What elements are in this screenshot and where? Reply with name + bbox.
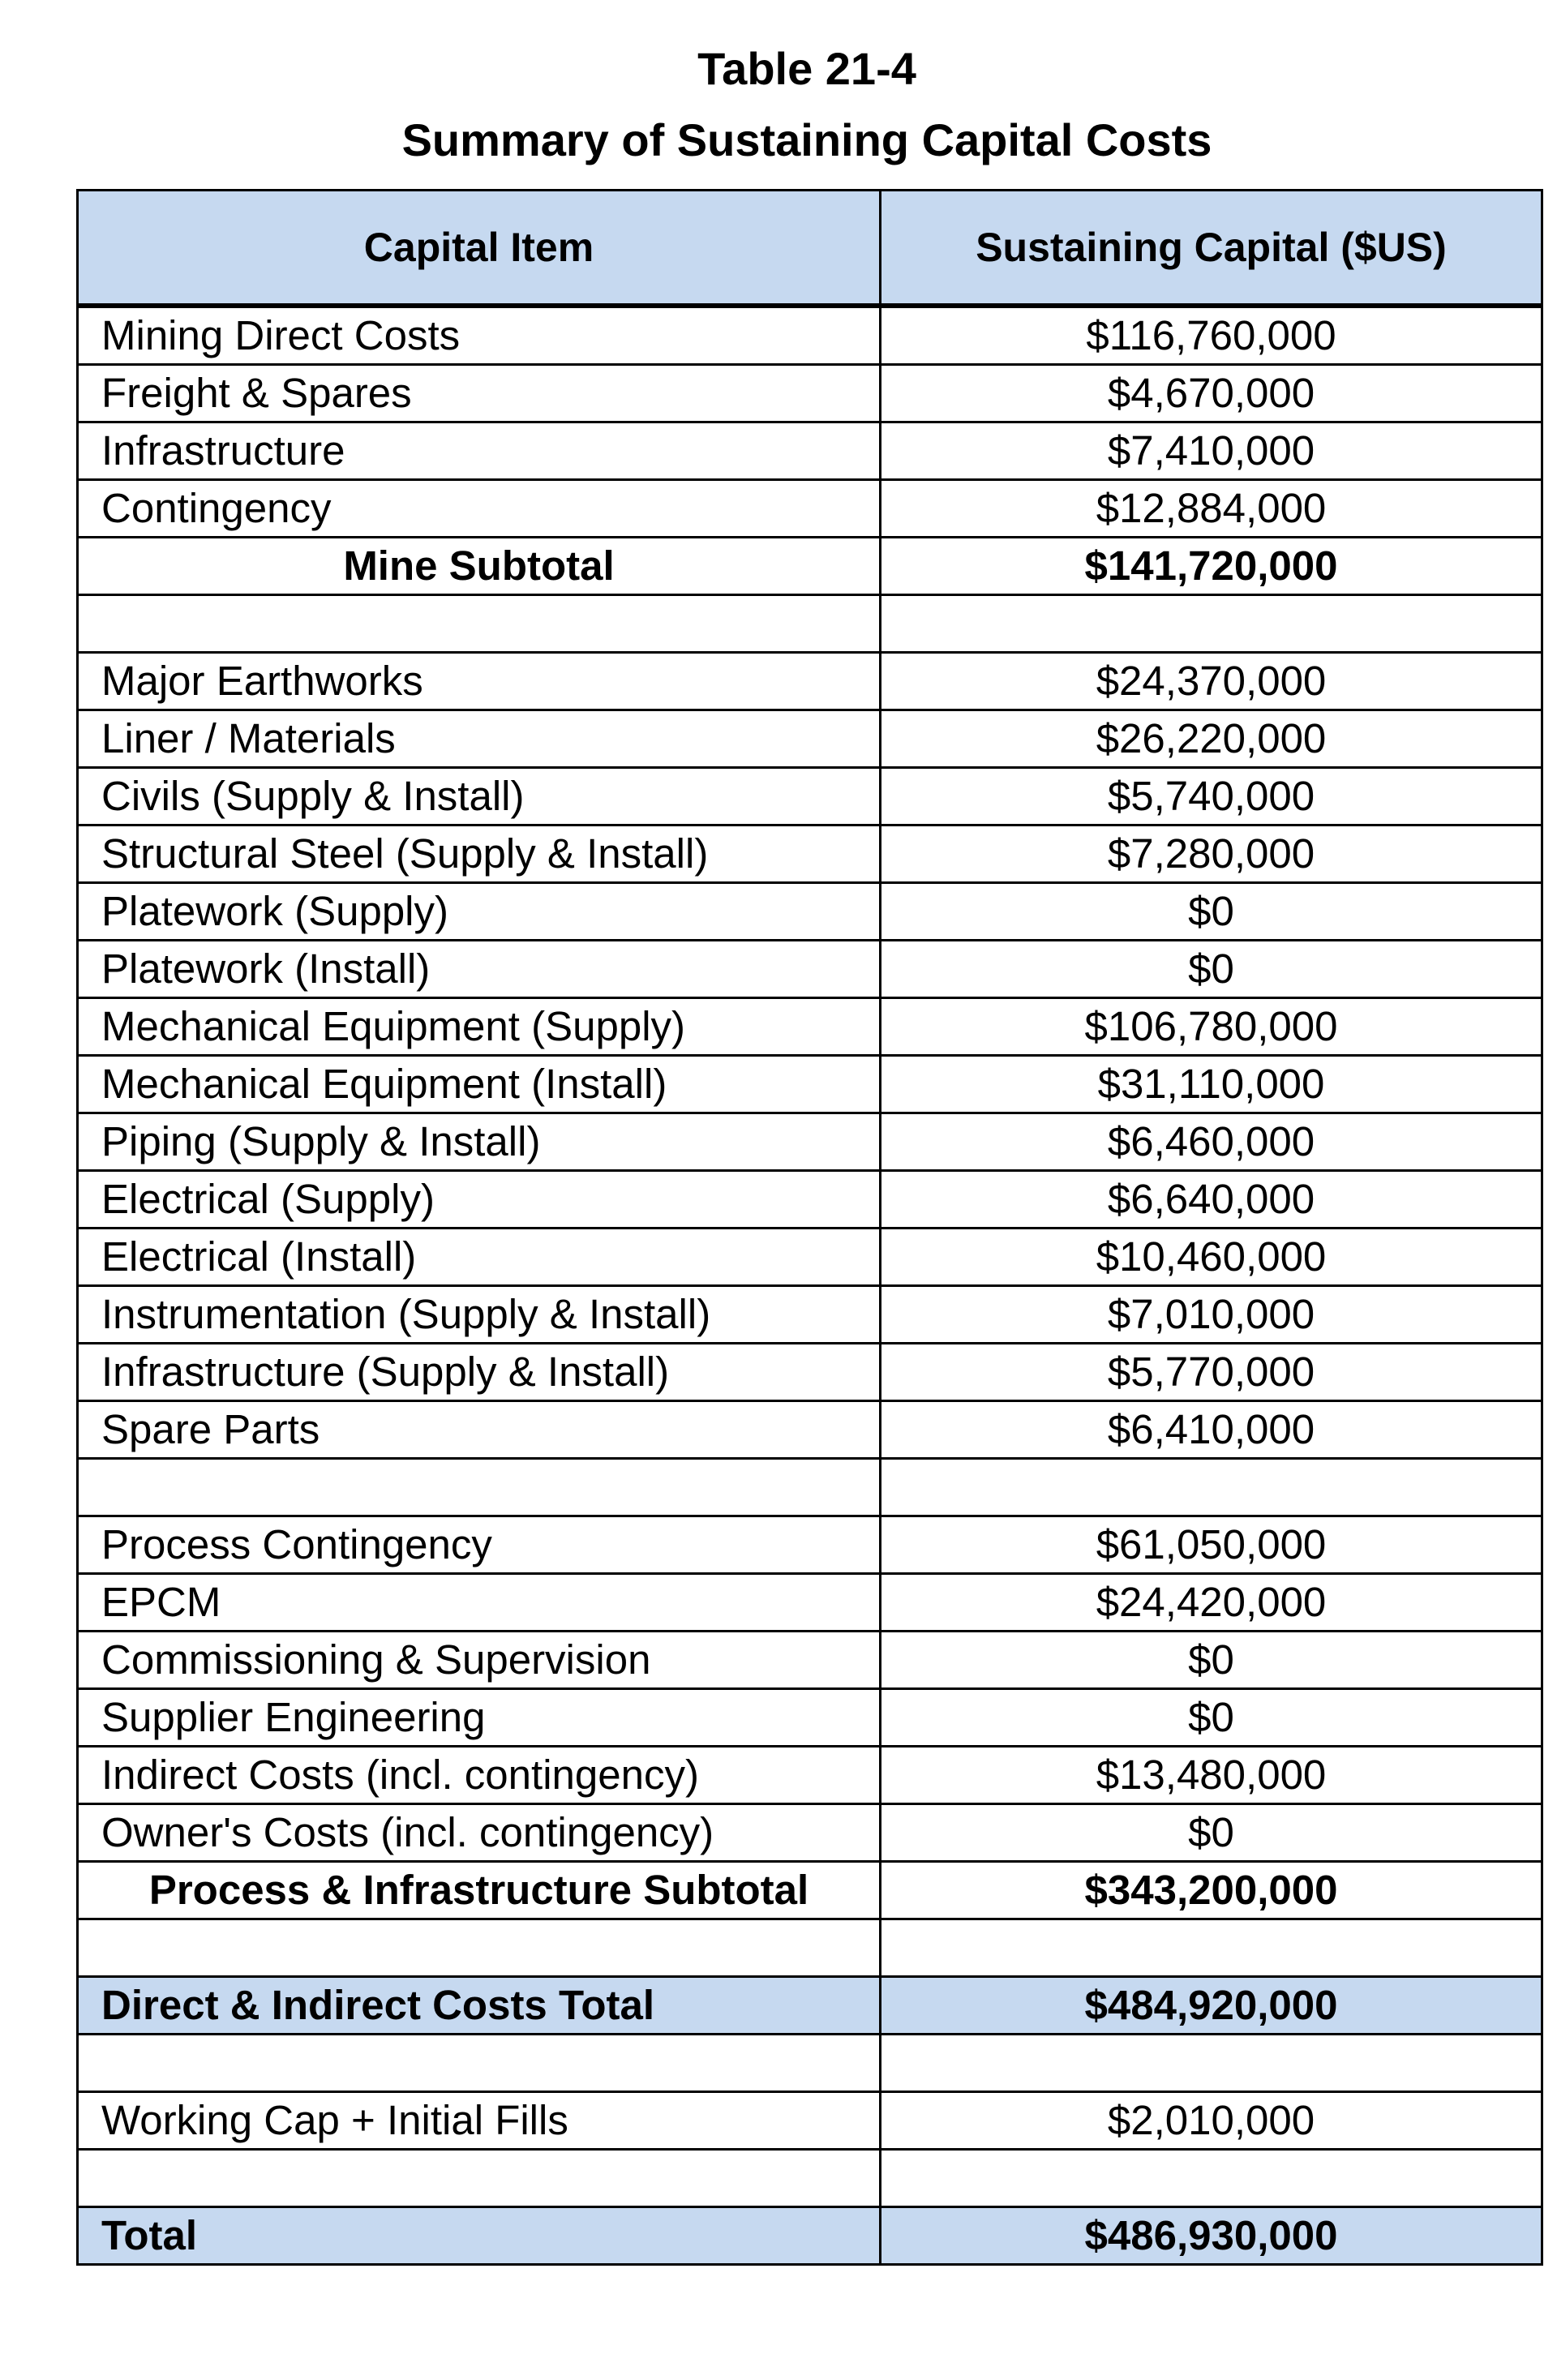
table-row xyxy=(78,1113,1542,1171)
capital-item-cell: Infrastructure xyxy=(78,422,881,480)
sustaining-capital-cell: $26,220,000 xyxy=(881,710,1542,768)
table-row xyxy=(78,1056,1542,1113)
capital-item-cell xyxy=(78,2035,881,2092)
capital-item-cell: Total xyxy=(78,2207,881,2265)
capital-item-cell: Platework (Install) xyxy=(78,941,881,998)
sustaining-capital-cell: $116,760,000 xyxy=(881,306,1542,365)
header-capital-item: Capital Item xyxy=(78,191,881,307)
capital-item-cell xyxy=(78,595,881,653)
subtotal-row xyxy=(78,538,1542,595)
capital-item-cell: Civils (Supply & Install) xyxy=(78,768,881,825)
capital-item-cell xyxy=(78,2150,881,2207)
sustaining-capital-cell: $7,280,000 xyxy=(881,825,1542,883)
table-row xyxy=(78,883,1542,941)
capital-item-cell: Electrical (Install) xyxy=(78,1229,881,1286)
sustaining-capital-cell: $0 xyxy=(881,883,1542,941)
table-row xyxy=(78,1516,1542,1574)
spacer-row xyxy=(78,2035,1542,2092)
capital-item-cell: Instrumentation (Supply & Install) xyxy=(78,1286,881,1344)
highlight-row xyxy=(78,1977,1542,2035)
sustaining-capital-cell: $0 xyxy=(881,941,1542,998)
spacer-row xyxy=(78,1459,1542,1516)
sustaining-capital-cell: $61,050,000 xyxy=(881,1516,1542,1574)
capital-item-cell: Mine Subtotal xyxy=(78,538,881,595)
table-row xyxy=(78,2092,1542,2150)
table-row xyxy=(78,1632,1542,1689)
sustaining-capital-cell xyxy=(881,1459,1542,1516)
sustaining-capital-cell: $5,740,000 xyxy=(881,768,1542,825)
sustaining-capital-cell: $13,480,000 xyxy=(881,1747,1542,1804)
sustaining-capital-cell xyxy=(881,2035,1542,2092)
capital-item-cell: Spare Parts xyxy=(78,1401,881,1459)
table-row xyxy=(78,1574,1542,1632)
sustaining-capital-cell: $24,370,000 xyxy=(881,653,1542,710)
capital-item-cell xyxy=(78,1459,881,1516)
table-row xyxy=(78,998,1542,1056)
spacer-row xyxy=(78,2150,1542,2207)
table-row xyxy=(78,1747,1542,1804)
capital-item-cell: Process & Infrastructure Subtotal xyxy=(78,1862,881,1919)
sustaining-capital-cell: $486,930,000 xyxy=(881,2207,1542,2265)
table-row xyxy=(78,306,1542,365)
sustaining-capital-cell: $7,010,000 xyxy=(881,1286,1542,1344)
sustaining-capital-cell: $5,770,000 xyxy=(881,1344,1542,1401)
sustaining-capital-cell: $106,780,000 xyxy=(881,998,1542,1056)
capital-item-cell: Supplier Engineering xyxy=(78,1689,881,1747)
sustaining-capital-cell: $0 xyxy=(881,1632,1542,1689)
table-row xyxy=(78,1171,1542,1229)
table-row xyxy=(78,1401,1542,1459)
subtotal-row xyxy=(78,1862,1542,1919)
table-row xyxy=(78,1344,1542,1401)
highlight-row xyxy=(78,2207,1542,2265)
header-row xyxy=(78,191,1542,307)
capital-item-cell: Electrical (Supply) xyxy=(78,1171,881,1229)
capital-item-cell: Owner's Costs (incl. contingency) xyxy=(78,1804,881,1862)
table-row xyxy=(78,1689,1542,1747)
sustaining-capital-cell: $0 xyxy=(881,1689,1542,1747)
capital-costs-table xyxy=(76,189,1543,2266)
capital-item-cell: Piping (Supply & Install) xyxy=(78,1113,881,1171)
table-row xyxy=(78,480,1542,538)
sustaining-capital-cell: $6,410,000 xyxy=(881,1401,1542,1459)
capital-item-cell: Platework (Supply) xyxy=(78,883,881,941)
table-row xyxy=(78,710,1542,768)
sustaining-capital-cell: $2,010,000 xyxy=(881,2092,1542,2150)
sustaining-capital-cell: $4,670,000 xyxy=(881,365,1542,422)
capital-item-cell: Mining Direct Costs xyxy=(78,306,881,365)
sustaining-capital-cell: $0 xyxy=(881,1804,1542,1862)
capital-item-cell: Working Cap + Initial Fills xyxy=(78,2092,881,2150)
capital-item-cell: Mechanical Equipment (Supply) xyxy=(78,998,881,1056)
sustaining-capital-cell xyxy=(881,1919,1542,1977)
sustaining-capital-cell: $6,640,000 xyxy=(881,1171,1542,1229)
spacer-row xyxy=(78,595,1542,653)
sustaining-capital-cell: $31,110,000 xyxy=(881,1056,1542,1113)
table-row xyxy=(78,1804,1542,1862)
capital-item-cell: Contingency xyxy=(78,480,881,538)
capital-item-cell: EPCM xyxy=(78,1574,881,1632)
table-row xyxy=(78,825,1542,883)
table-row xyxy=(78,653,1542,710)
sustaining-capital-cell: $141,720,000 xyxy=(881,538,1542,595)
capital-item-cell: Liner / Materials xyxy=(78,710,881,768)
capital-item-cell: Commissioning & Supervision xyxy=(78,1632,881,1689)
sustaining-capital-cell: $10,460,000 xyxy=(881,1229,1542,1286)
sustaining-capital-cell: $24,420,000 xyxy=(881,1574,1542,1632)
table-row xyxy=(78,365,1542,422)
capital-item-cell: Process Contingency xyxy=(78,1516,881,1574)
table-row xyxy=(78,768,1542,825)
sustaining-capital-cell: $484,920,000 xyxy=(881,1977,1542,2035)
sustaining-capital-cell: $12,884,000 xyxy=(881,480,1542,538)
table-row xyxy=(78,1286,1542,1344)
table-title: Summary of Sustaining Capital Costs xyxy=(401,114,1212,165)
table-row xyxy=(78,941,1542,998)
capital-item-cell: Major Earthworks xyxy=(78,653,881,710)
capital-item-cell: Infrastructure (Supply & Install) xyxy=(78,1344,881,1401)
capital-item-cell: Mechanical Equipment (Install) xyxy=(78,1056,881,1113)
header-sustaining-capital: Sustaining Capital ($US) xyxy=(881,191,1542,307)
capital-item-cell: Freight & Spares xyxy=(78,365,881,422)
sustaining-capital-cell: $7,410,000 xyxy=(881,422,1542,480)
table-number: Table 21-4 xyxy=(697,43,916,94)
sustaining-capital-cell xyxy=(881,595,1542,653)
capital-item-cell: Indirect Costs (incl. contingency) xyxy=(78,1747,881,1804)
capital-item-cell xyxy=(78,1919,881,1977)
table-row xyxy=(78,422,1542,480)
capital-item-cell: Direct & Indirect Costs Total xyxy=(78,1977,881,2035)
sustaining-capital-cell xyxy=(881,2150,1542,2207)
table-row xyxy=(78,1229,1542,1286)
capital-item-cell: Structural Steel (Supply & Install) xyxy=(78,825,881,883)
sustaining-capital-cell: $343,200,000 xyxy=(881,1862,1542,1919)
sustaining-capital-cell: $6,460,000 xyxy=(881,1113,1542,1171)
spacer-row xyxy=(78,1919,1542,1977)
